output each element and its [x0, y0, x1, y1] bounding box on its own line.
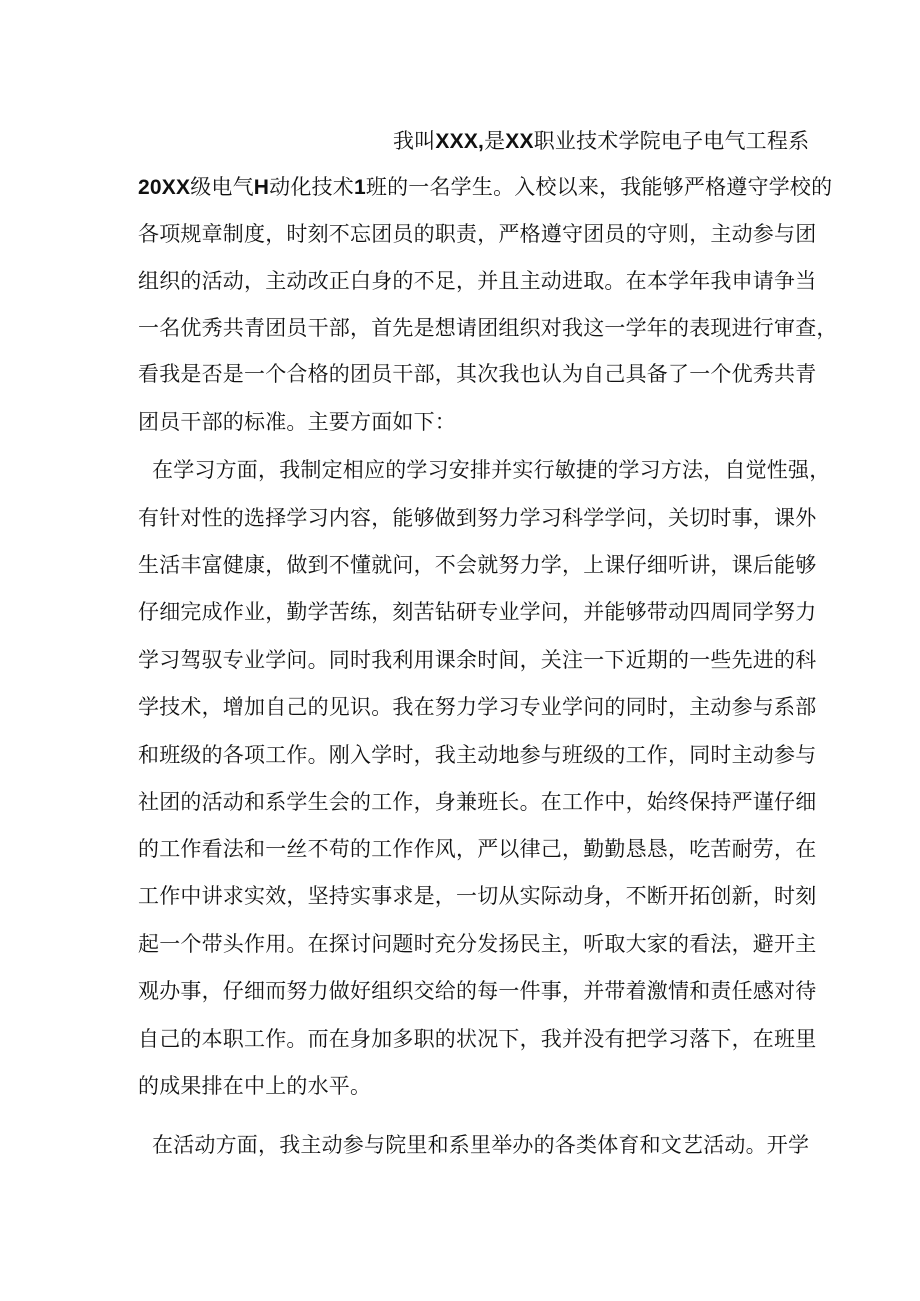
- text-line: [138, 407, 456, 437]
- text-segment: 组织的活动，主动改正白身的不足，并且主动进取。在本学年我申请争当: [138, 269, 817, 293]
- text-segment: 在活动方面，我主动参与院里和系里举办的各类体育和文艺活动。开学: [152, 1133, 810, 1157]
- text-segment: 各项规章制度，时刻不忘团员的职责，严格遵守团员的守则，主动参与团: [138, 222, 817, 246]
- bold-text: 1: [353, 176, 366, 199]
- text-segment: 我叫: [393, 129, 436, 153]
- text-segment: 和班级的各项工作。刚入学时，我主动地参与班级的工作，同时主动参与: [138, 743, 817, 767]
- text-segment: 的成果排在中上的水平。: [138, 1074, 372, 1098]
- text-segment: 观办事，仔细而努力做好组织交给的每一件事，并带着激情和责任感对待: [138, 979, 817, 1003]
- text-line: [152, 455, 830, 485]
- text-segment: 的工作看法和一丝不苟的工作作风，严以律己，勤勤恳恳，吃苦耐劳，在: [138, 837, 817, 861]
- text-segment: 仔细完成作业，勤学苦练，刻苦钻研专业学问，并能够带动四周同学努力: [138, 600, 817, 624]
- text-line: [138, 597, 816, 627]
- text-segment: 看我是否是一个合格的团员干部，其次我也认为自己具备了一个优秀共青: [138, 362, 817, 386]
- bold-text: XXX,: [435, 130, 485, 153]
- text-segment: 是: [484, 129, 506, 153]
- text-segment: 工作中讲求实效，坚持实事求是，一切从实际动身，不断开拓创新，时刻: [138, 884, 817, 908]
- text-line: [138, 881, 816, 911]
- text-segment: 起一个带头作用。在探讨问题时充分发扬民主，听取大家的看法，避开主: [138, 932, 817, 956]
- text-segment: 生活丰富健康，做到不懂就问，不会就努力学，上课仔细听讲，课后能够: [138, 553, 817, 577]
- text-segment: 有针对性的选择学习内容，能够做到努力学习科学学问，关切时事，课外: [138, 506, 817, 530]
- text-line: [138, 172, 832, 203]
- bold-text: XX: [505, 130, 534, 153]
- text-line: [152, 1130, 809, 1160]
- text-line: [138, 313, 838, 343]
- text-line: [138, 645, 816, 675]
- bold-text: H: [253, 176, 270, 199]
- text-line: [138, 1024, 816, 1054]
- text-line: [138, 266, 816, 296]
- text-line: [138, 503, 816, 533]
- text-line: [138, 219, 816, 249]
- text-line: [138, 787, 816, 817]
- text-segment: 职业技术学院电子电气工程系: [533, 129, 810, 153]
- text-segment: 学习驾驭专业学问。同时我利用课余时间，关注一下近期的一些先进的科: [138, 648, 817, 672]
- text-line: [138, 740, 816, 770]
- text-segment: 级电气: [190, 175, 254, 199]
- text-segment: 一名优秀共青团员干部，首先是想请团组织对我这一学年的表现进行审查，: [138, 316, 838, 340]
- text-segment: 动化技术: [269, 175, 354, 199]
- text-line: [138, 550, 816, 580]
- text-line: [138, 359, 816, 389]
- text-segment: 社团的活动和系学生会的工作，身兼班长。在工作中，始终保持严谨仔细: [138, 790, 817, 814]
- text-segment: 团员干部的标准。主要方面如下：: [138, 410, 456, 434]
- text-line: [138, 834, 816, 864]
- text-line: [393, 126, 809, 157]
- text-line: [138, 1071, 371, 1101]
- text-line: [138, 976, 816, 1006]
- text-segment: 在学习方面，我制定相应的学习安排并实行敏捷的学习方法，自觉性强，: [152, 458, 831, 482]
- text-line: [138, 692, 816, 722]
- text-segment: 自己的本职工作。而在身加多职的状况下，我并没有把学习落下，在班里: [138, 1027, 817, 1051]
- bold-text: 20XX: [138, 176, 191, 199]
- text-segment: 学技术，增加自己的见识。我在努力学习专业学问的同时，主动参与系部: [138, 695, 817, 719]
- text-segment: 班的一名学生。入校以来，我能够严格遵守学校的: [365, 175, 833, 199]
- text-line: [138, 929, 816, 959]
